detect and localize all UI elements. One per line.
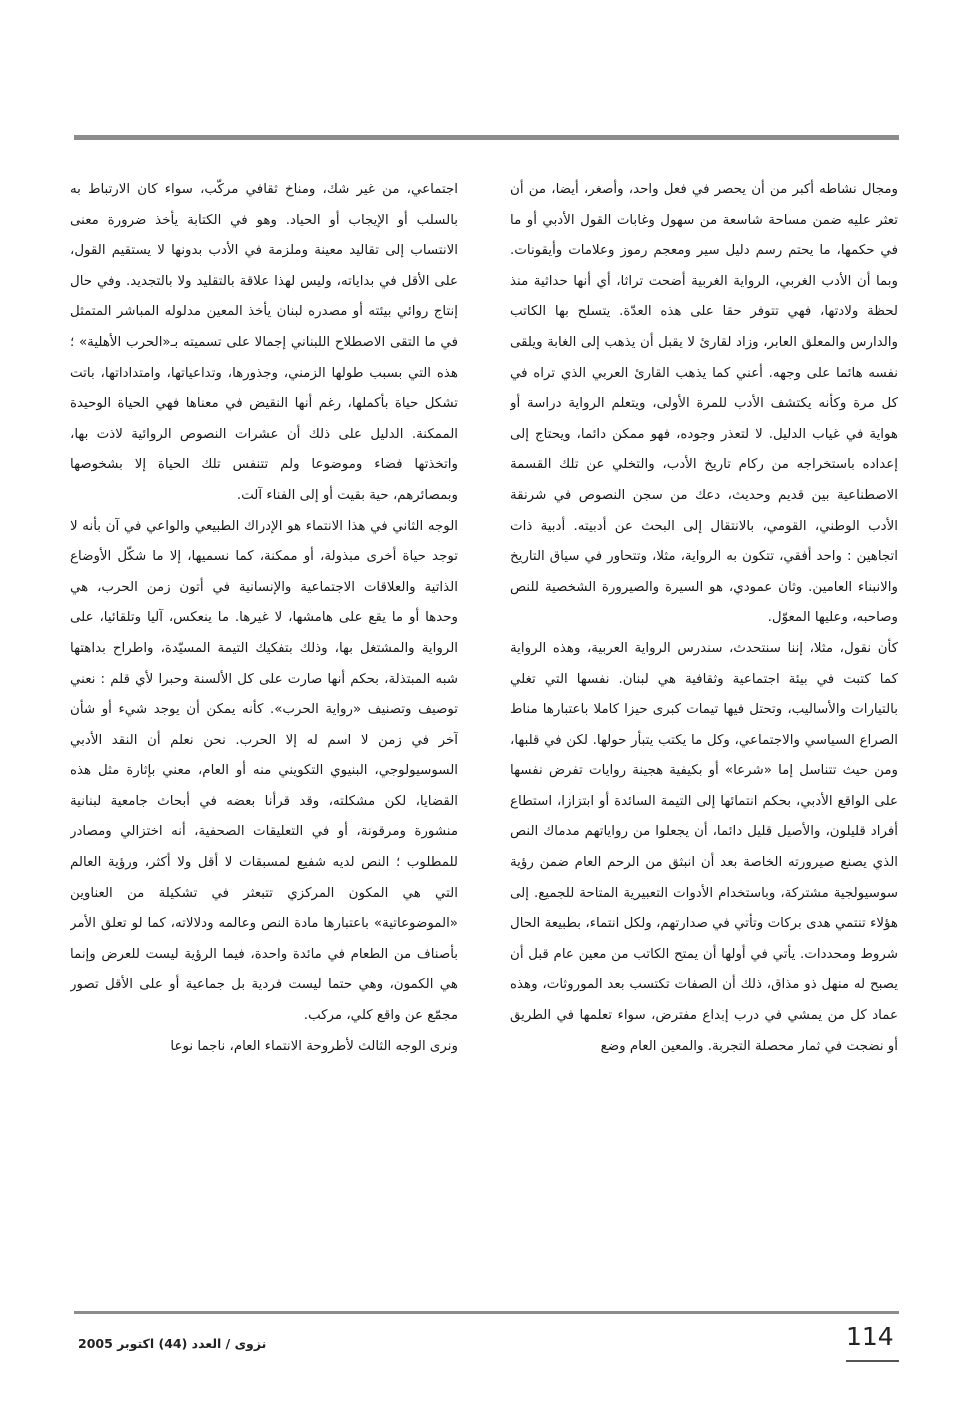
paragraph: ونرى الوجه الثالث لأطروحة الانتماء العام، ناجما نوعا	[170, 1038, 458, 1054]
paragraph: الوجه الثاني في هذا الانتماء هو الإدراك الطبيعي والواعي في آن بأنه لا توجد حياة أخرى مبذولة، أو ممكنة، كما نسميها، إلا ما شكّل الأوضاع الذاتية والعلاقات الاجتماعية والإنسانية في أتون زمن الحرب، هي وحدها أو ما يقع على هامشها، لا غيرها. ما ينعكس، آليا وتلقائيا، على الرواية والمشتغل بها، وذلك بتفكيك التيمة المسيّدة، واطراح بداهتها شبه المبتذلة، بحكم أنها صارت على كل الألسنة وحبرا لأي قلم : نعني توصيف وتصنيف «رواية الحرب». كأنه يمكن أن يوجد شيء أو شأن آخر في زمن لا اسم له إلا الحرب. نحن نعلم أن النقد الأدبي السوسيولوجي، البنيوي التكويني منه أو العام، معني بإثارة مثل هذه القضايا، لكن مشكلته، وقد قرأنا بعضه في أبحاث جامعية لبنانية منشورة ومرقونة، أو في التعليقات الصحفية، أنه اختزالي ومصادر للمطلوب ؛ النص لديه شفيع لمسبقات لا أقل ولا أكثر، ورؤية العالم التي هي المكون المركزي تتبعثر في تشكيلة من العناوين «الموضوعاتية» باعتبارها مادة النص وعالمه ودلالاته، كما لو تعلق الأمر بأصناف من الطعام في مائدة واحدة، فيما الرؤية ليست للعرض وإنما هي الكمون، وهي حتما ليست فردية بل جماعية أو على الأقل تصور مجمّع عن واقع كلي، مركب.	[70, 518, 458, 1024]
paragraph: كأن نقول، مثلا، إننا سنتحدث، سندرس الرواية العربية، وهذه الرواية كما كتبت في بيئة اجتماعية وثقافية هي لبنان. نفسها التي تغلي بالتيارات والأساليب، وتحتل فيها تيمات كبرى حيزا كاملا باعتبارها مناط الصراع السياسي والاجتماعي، وكل ما يكتب يتبأر حولها. لكن في قلبها، ومن حيث تتناسل إما «شرعا» أو بكيفية هجينة روايات تفرض نفسها على الواقع الأدبي، بحكم انتمائها إلى التيمة السائدة أو ابتزازا، استطاع أفراد قليلون، والأصيل قليل دائما، أن يجعلوا من رواياتهم مدماك النص الذي يصنع صيرورته الخاصة بعد أن انبثق من الرحم العام ضمن رؤية سوسيولجية مشتركة، وباستخدام الأدوات التعبيرية المتاحة للجميع. إلى هؤلاء تنتمي هدى بركات وتأتي في صدارتهم، ولكل انتماء، بطبيعة الحال شروط ومحددات. يأتي في أولها أن يمتح الكاتب من معين عام قبل أن يصبح له منهل ذو مذاق، ذلك أن الصفات تكتسب بعد الموروثات، وهذه عماد كل من يمشي في درب إبداع مفترض، سواء تعلمها في الطريق أو نضجت في ثمار محصلة التجربة. والمعين العام وضع	[510, 640, 898, 1054]
text-column-left	[70, 175, 458, 1265]
page-number: 114	[846, 1322, 894, 1351]
page-number-underline	[846, 1360, 899, 1362]
footer-rule	[74, 1311, 899, 1314]
journal-info: نزوى / العدد (44) اكتوبر 2005	[78, 1336, 267, 1351]
text-column-right	[510, 175, 898, 1265]
header-rule	[74, 135, 899, 140]
paragraph: ومجال نشاطه أكبر من أن يحصر في فعل واحد، وأصغر، أيضا، من أن تعثر عليه ضمن مساحة شاسعة من سهول وغابات القول الأدبي أو ما في حكمها، ما يحتم رسم دليل سير ومعجم رموز وعلامات وأيقونات. وبما أن الأدب الغربي، الرواية الغربية أضحت تراثا، أي أنها حداثية منذ لحظة ولادتها، فهي تتوفر حقا على هذه العدّة. يتسلح بها الكاتب والدارس والمعلق العابر، وزاد لقارئ لا يقبل أن يذهب إلى الغابة ويلقى نفسه هائما على وجهه. أعني كما يذهب القارئ العربي الذي تراه في كل مرة وكأنه يكتشف الأدب للمرة الأولى، ويتعلم الرواية دراسة أو هواية في غياب الدليل. لا لتعذر وجوده، فهو ممكن دائما، ويحتاج إلى إعداده باستخراجه من ركام تاريخ الأدب، والتخلي عن تلك القسمة الاصطناعية بين قديم وحديث، دعك من سجن النصوص في شرنقة الأدب الوطني، القومي، بالانتقال إلى البحث عن أدبيته. أدبية ذات اتجاهين : واحد أفقي، تتكون به الرواية، مثلا، وتتحاور في سياق التاريخ والانبناء العامين. وثان عمودي، هو السيرة والصيرورة الشخصية للنص وصاحبه، وعليها المعوّل.	[510, 182, 898, 626]
paragraph: اجتماعي، من غير شك، ومناخ ثقافي مركّب، سواء كان الارتباط به بالسلب أو الإيجاب أو الحياد. وهو في الكتابة يأخذ ضرورة معنى الانتساب إلى تقاليد معينة وملزمة في الأدب بدونها لا يستقيم القول، على الأقل في بداياته، وليس لهذا علاقة بالتقليد ولا بالتجديد. وفي حال إنتاج روائي بيئته أو مصدره لبنان يأخذ المعين مدلوله المباشر المتمثل في ما التقى الاصطلاح اللبناني إجمالا على تسميته بـ«الحرب الأهلية» ؛ هذه التي بسبب طولها الزمني، وجذورها، وتداعياتها، وامتداداتها، باتت تشكل حياة بأكملها، رغم أنها النقيض في معناها فهي الحياة الوحيدة الممكنة. الدليل على ذلك أن عشرات النصوص الروائية لاذت بها، واتخذتها فضاء وموضوعا ولم تتنفس تلك الحياة إلا بشخوصها وبمصائرهم، حية بقيت أو إلى الفناء آلت.	[70, 182, 458, 503]
